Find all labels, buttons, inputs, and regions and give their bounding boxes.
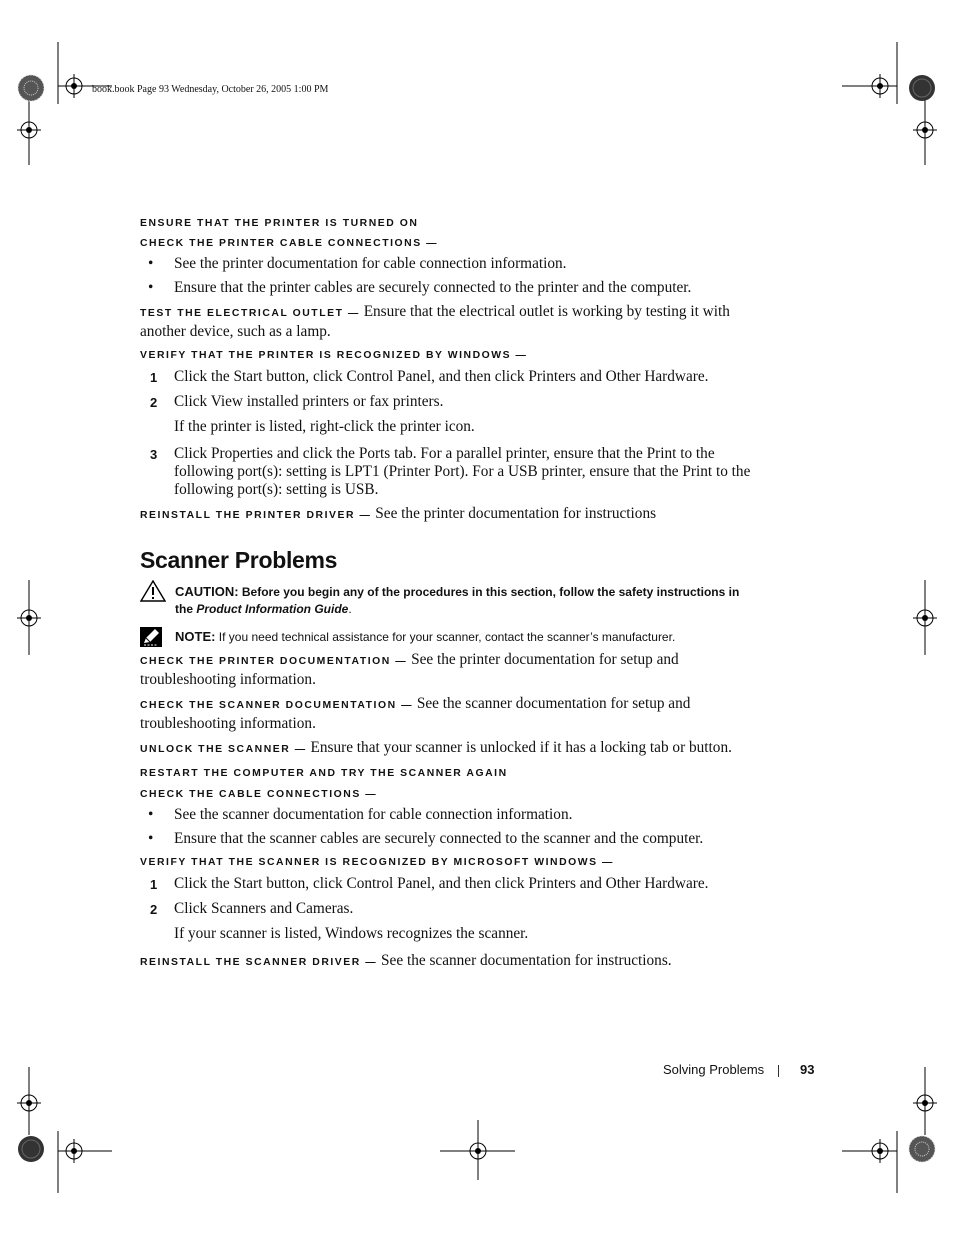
outlet-text: Ensure that the electrical outlet is working by testing it with another device, such as a lamp. [140,303,730,340]
footer-divider [778,1065,779,1077]
step-item: 1 Click the Start button, click Control Panel, and then click Printers and Other Hardware. [150,875,709,892]
heading-reinstall-scanner: REINSTALL THE SCANNER DRIVER — [140,957,378,968]
paragraph-check-scanner-doc [140,695,760,733]
heading-check-scanner-doc: CHECK THE SCANNER DOCUMENTATION — [140,700,414,711]
paragraph-check-printer-doc [140,651,760,689]
note-pencil-icon [140,627,162,652]
list-item: • See the scanner documentation for cable connection information. [148,806,573,823]
ui-term: View installed printers or fax printers [210,393,440,410]
step-item: 3 Click Properties and click the Ports tab. For a parallel printer, ensure that the Print to the following port(s): setting is LPT1 (Printer Port). For a USB printer, ensure that the Print to the following port(s): setting is USB. [150,445,751,498]
caution-triangle-icon [140,580,166,607]
step-note: If your scanner is listed, Windows recognizes the scanner. [174,925,529,942]
step-item: 2 Click View installed printers or fax printers. [150,393,444,410]
print-header: book.book Page 93 Wednesday, October 26, 2005 1:00 PM [92,84,329,95]
paragraph-reinstall-scanner [140,952,760,972]
heading-verify-scanner: VERIFY THAT THE SCANNER IS RECOGNIZED BY MICROSOFT WINDOWS — [140,857,615,868]
ui-term: Control Panel [346,875,432,892]
heading-verify-printer: VERIFY THAT THE PRINTER IS RECOGNIZED BY WINDOWS — [140,350,528,361]
page-number: 93 [800,1062,815,1077]
ui-term: LPT1 (Printer Port) [344,463,465,480]
list-item: • Ensure that the scanner cables are securely connected to the scanner and the computer. [148,830,704,847]
heading-restart-computer: RESTART THE COMPUTER AND TRY THE SCANNER AGAIN [140,768,508,779]
bullet-text: See the printer documentation for cable connection information. [174,255,567,272]
bullet-text: Ensure that the scanner cables are securely connected to the scanner and the computer. [174,830,704,847]
ui-term: Properties [210,445,273,462]
note-text: If you need technical assistance for your scanner, contact the scanner’s manufacturer. [218,630,676,644]
ui-term: USB [344,481,375,498]
paragraph-test-outlet [140,303,760,341]
heading-check-cable-connections: CHECK THE CABLE CONNECTIONS — [140,789,378,800]
ui-term: Control Panel [346,368,432,385]
heading-check-printer-cable: CHECK THE PRINTER CABLE CONNECTIONS — [140,238,439,249]
bullet-text: See the scanner documentation for cable connection information. [174,806,573,823]
caution-box: CAUTION: Before you begin any of the procedures in this section, follow the safety instructions in the Product Information Guide. [140,583,760,618]
ui-term: Scanners and Cameras [210,900,350,917]
step-item: 2 Click Scanners and Cameras. [150,900,354,917]
caution-label: CAUTION: [175,584,239,599]
caution-text: Before you begin any of the procedures in this section, follow the safety instructions in the [175,585,740,616]
page-content [140,218,760,972]
caution-guide-title: Product Information Guide [196,602,349,616]
page-footer [663,1062,815,1077]
scanner-doc-text: See the scanner documentation for setup and troubleshooting information. [140,695,691,732]
ui-term: Printers and Other Hardware [528,368,705,385]
step-number: 1 [150,370,158,385]
step-number: 1 [150,877,158,892]
note-label: NOTE: [175,629,216,644]
note-box [140,628,760,646]
ui-term: Print to the following port(s): [174,463,751,498]
ui-term: Print to the following port(s): [174,445,715,480]
list-item: • See the printer documentation for cable connection information. [148,255,567,272]
ui-term: Ports [358,445,391,462]
heading-unlock-scanner: UNLOCK THE SCANNER — [140,744,307,755]
step-item: 1 Click the Start button, click Control Panel, and then click Printers and Other Hardware. [150,368,709,385]
reinstall-printer-text: See the printer documentation for instructions [375,505,657,522]
unlock-text: Ensure that your scanner is unlocked if it has a locking tab or button. [310,739,732,756]
heading-check-printer-doc: CHECK THE PRINTER DOCUMENTATION — [140,656,408,667]
bullet-text: Ensure that the printer cables are securely connected to the printer and the computer. [174,279,692,296]
list-item: • Ensure that the printer cables are securely connected to the printer and the computer. [148,279,692,296]
heading-ensure-printer-on: ENSURE THAT THE PRINTER IS TURNED ON [140,218,419,229]
footer-section-name: Solving Problems [663,1062,765,1077]
printer-doc-text: See the printer documentation for setup and troubleshooting information. [140,651,679,688]
section-title: Scanner Problems [140,547,338,573]
paragraph-unlock-scanner [140,739,760,759]
heading-test-outlet: TEST THE ELECTRICAL OUTLET — [140,308,360,319]
step-note: If the printer is listed, right-click the printer icon. [174,418,475,435]
step-number: 2 [150,902,158,917]
reinstall-scanner-text: See the scanner documentation for instructions. [381,952,672,969]
ui-term: Start [233,875,263,892]
ui-term: Start [233,368,263,385]
step-number: 2 [150,395,158,410]
heading-reinstall-printer: REINSTALL THE PRINTER DRIVER — [140,510,372,521]
step-number: 3 [150,447,158,462]
ui-term: Printers and Other Hardware [528,875,705,892]
paragraph-reinstall-printer [140,505,760,525]
